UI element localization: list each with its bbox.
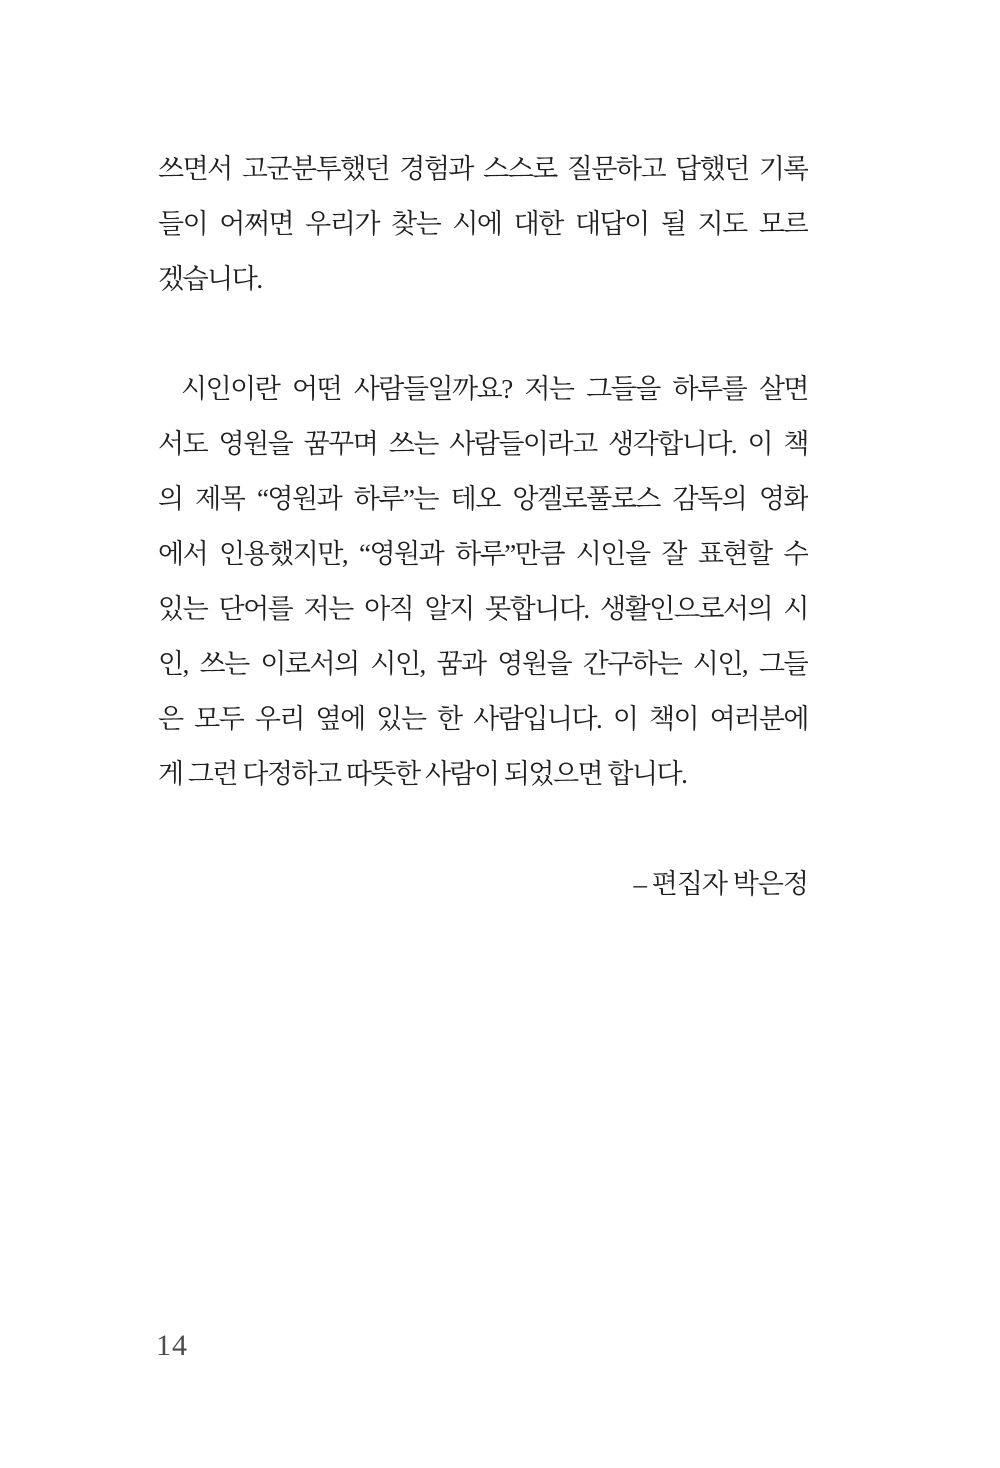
text-line: 들이 어쩌면 우리가 찾는 시에 대한 대답이 될 지도 모르 (158, 209, 808, 239)
editor-signature: – 편집자 박은정 (633, 869, 808, 899)
text-line: 은 모두 우리 옆에 있는 한 사람입니다. 이 책이 여러분에 (158, 704, 808, 734)
text-line: 게 그런 다정하고 따뜻한 사람이 되었으면 합니다. (158, 759, 687, 789)
text-line: 겠습니다. (158, 264, 262, 294)
text-line: 의 제목 “영원과 하루”는 테오 앙겔로풀로스 감독의 영화 (158, 484, 808, 514)
text-line: 서도 영원을 꿈꾸며 쓰는 사람들이라고 생각합니다. 이 책 (158, 429, 808, 459)
text-line: 시인이란 어떤 사람들일까요? 저는 그들을 하루를 살면 (181, 374, 808, 404)
text-line: 쓰면서 고군분투했던 경험과 스스로 질문하고 답했던 기록 (158, 154, 808, 184)
body-text-block (158, 142, 808, 912)
text-line: 에서 인용했지만, “영원과 하루”만큼 시인을 잘 표현할 수 (158, 539, 808, 569)
paragraph-1 (158, 142, 808, 307)
text-line: 인, 쓰는 이로서의 시인, 꿈과 영원을 간구하는 시인, 그들 (158, 649, 808, 679)
page-number: 14 (156, 1329, 188, 1362)
text-line: 있는 단어를 저는 아직 알지 못합니다. 생활인으로서의 시 (158, 594, 808, 624)
paragraph-2 (158, 362, 808, 802)
